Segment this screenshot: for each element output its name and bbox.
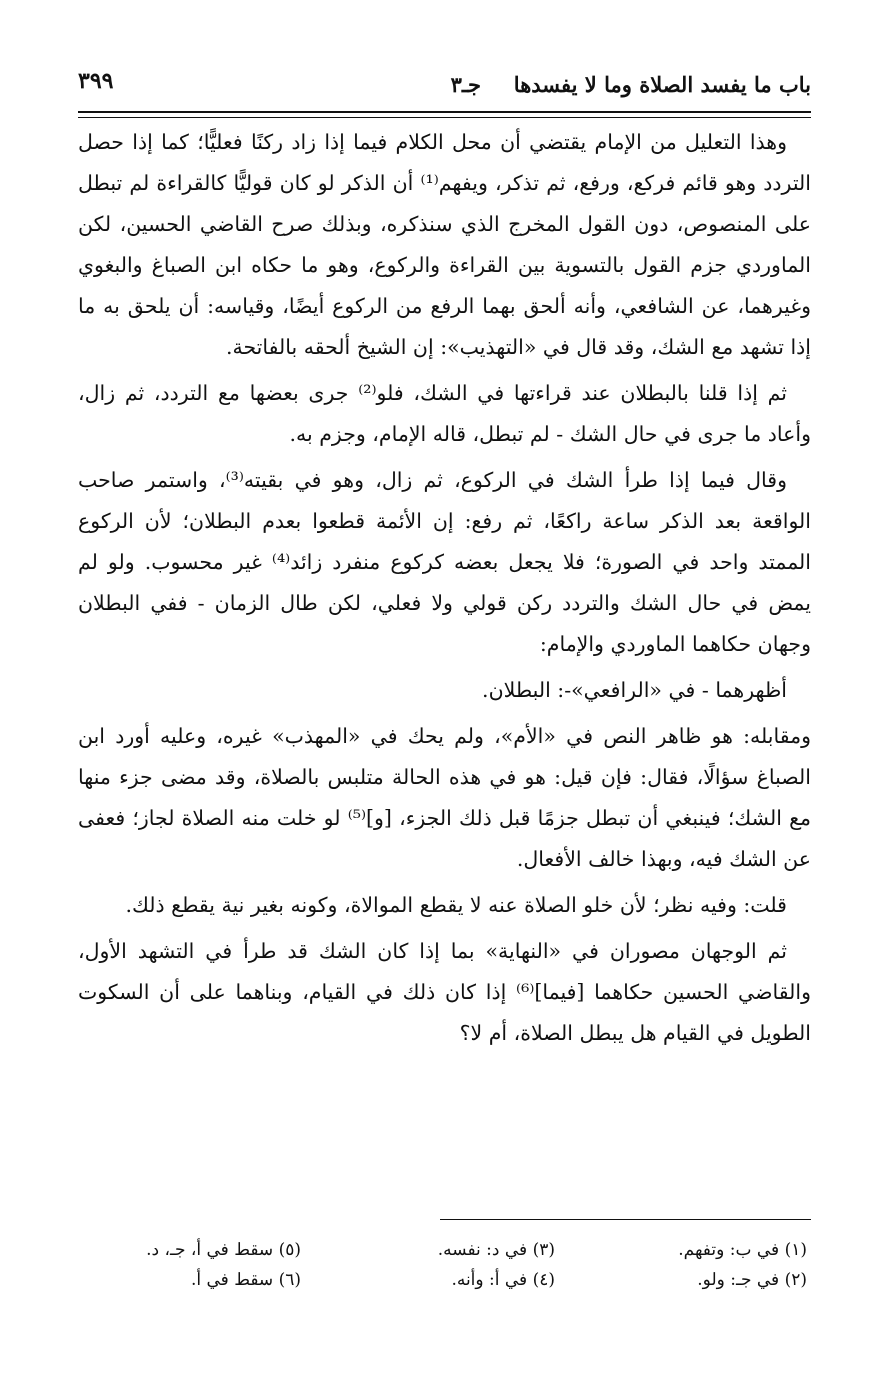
footnote-rule [440, 1219, 811, 1220]
footnote-column [438, 1235, 555, 1295]
footnote-column [678, 1235, 807, 1295]
paragraph: ثم الوجهان مصوران في «النهاية» بما إذا كان الشك قد طرأ في التشهد الأول، والقاضي الحسين حكاهما [فيما]⁽⁶⁾ إذا كان ذلك في القيام، وبناهما على أن السكوت الطويل في القيام هل يبطل الصلاة، أم لا؟ [78, 939, 811, 1045]
paragraph: وهذا التعليل من الإمام يقتضي أن محل الكلام فيما إذا زاد ركنًا فعليًّا؛ كما إذا حصل التردد وهو قائم فركع، ورفع، ثم تذكر، ويفهم⁽¹⁾ أن الذكر لو كان قوليًّا كالقراءة لم تبطل على المنصوص، دون القول المخرج الذي سنذكره، وبذلك صرح القاضي الحسين، لكن الماوردي جزم القول بالتسوية بين القراءة والركوع، وهو ما حكاه ابن الصباغ والبغوي وغيرهما، عن الشافعي، وأنه ألحق بهما الرفع من الركوع أيضًا، وقياسه: أن يلحق به ما إذا تشهد مع الشك، وقد قال في «التهذيب»: إن الشيخ ألحقه بالفاتحة. [78, 130, 811, 359]
footnote: (٥) سقط في أ، جـ، د. [146, 1240, 301, 1260]
footnote-column [146, 1235, 301, 1295]
paragraph: قلت: وفيه نظر؛ لأن خلو الصلاة عنه لا يقطع الموالاة، وكونه بغير نية يقطع ذلك. [125, 893, 787, 917]
paragraph: أظهرهما - في «الرافعي»-: البطلان. [482, 678, 787, 702]
footnote: (٢) في جـ: ولو. [697, 1270, 807, 1290]
paragraph: وقال فيما إذا طرأ الشك في الركوع، ثم زال، وهو في بقيته⁽³⁾، واستمر صاحب الواقعة بعد الذكر ساعة راكعًا، ثم رفع: إن الأئمة قطعوا بعدم البطلان؛ لأن الركوع الممتد واحد في الصورة؛ فلا يجعل بعضه كركوع منفرد زائد⁽⁴⁾ غير محسوب. ولو لم يمض في حال الشك والتردد ركن قولي ولا فعلي، لكن طال الزمان - ففي البطلان وجهان حكاهما الماوردي والإمام: [78, 468, 811, 656]
footnote: (٦) سقط في أ. [190, 1270, 301, 1290]
footnote: (١) في ب: وتفهم. [678, 1240, 807, 1260]
paragraph: ومقابله: هو ظاهر النص في «الأم»، ولم يحك في «المهذب» غيره، وعليه أورد ابن الصباغ سؤالًا، فقال: فإن قيل: هو في هذه الحالة متلبس بالصلاة، وقد مضى جزء منها مع الشك؛ فينبغي أن تبطل جزمًا قبل ذلك الجزء، [و]⁽⁵⁾ لو خلت منه الصلاة لجاز؛ فعفى عن الشك فيه، وبهذا خالف الأفعال. [78, 724, 811, 871]
running-header [78, 60, 811, 110]
main-text [78, 122, 811, 1059]
footnote: (٤) في أ: وأنه. [451, 1270, 555, 1290]
running-header-title: باب ما يفسد الصلاة وما لا يفسدها [513, 72, 811, 97]
volume-number: جـ٣ [450, 72, 481, 97]
page-number: ٣٩٩ [78, 68, 114, 94]
footnote: (٣) في د: نفسه. [437, 1240, 555, 1260]
header-rule-thin [78, 117, 811, 118]
header-rule [78, 111, 811, 113]
paragraph: ثم إذا قلنا بالبطلان عند قراءتها في الشك، فلو⁽²⁾ جرى بعضها مع التردد، ثم زال، وأعاد ما جرى في حال الشك - لم تبطل، قاله الإمام، وجزم به. [78, 381, 811, 446]
